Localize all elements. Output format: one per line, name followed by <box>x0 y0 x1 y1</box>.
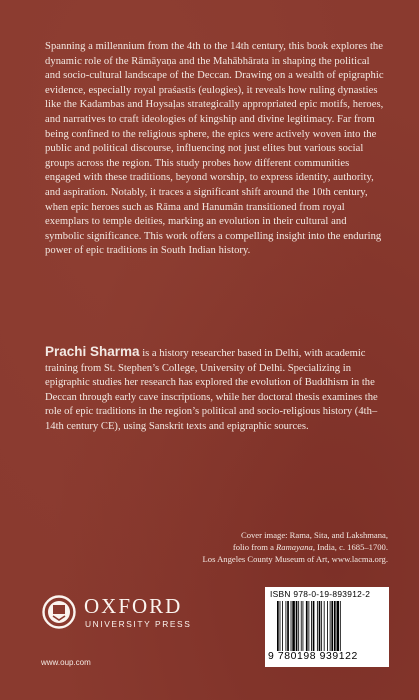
barcode-icon <box>277 601 385 651</box>
credit-line-2-suffix: , India, c. 1685–1700. <box>312 541 388 552</box>
credit-line-2-title: Ramayana <box>276 541 313 552</box>
author-bio-text: is a history researcher based in Delhi, with academic training from St. Stephen’s College, University of Delhi. Specializing in epigraphic studies her research has explored the evolution of Buddhism in the Deccan through early cave inscriptions, while her doctoral thesis examines the role of epic traditions in the region’s political and socio-religious history (4th–14th century CE), using Sanskrit texts and epigraphic sources. <box>45 348 378 432</box>
back-cover-blurb: Spanning a millennium from the 4th to the 14th century, this book explores the dynamic role of the Rāmāyaṇa and the Mahābhārata in shaping the political and socio-cultural landscape of the Deccan. Drawing on a wealth of epigraphic evidence, especially royal praśastis (eulogies), it reveals how ruling dynasties like the Kadambas and Hoysaḷas strategically appropriated epic motifs, heroes, and narratives to craft ideologies of kingship and divine legitimacy. Far from being confined to the religious sphere, the epics were actively woven into the public and political discourse, influencing not just elites but various social groups across the region. This study probes how different communities engaged with these traditions, beyond worship, to express identity, authority, and aspiration. Notably, it traces a significant shift around the 10th century, when epic heroes such as Rāma and Hanumān transitioned from royal exemplars to temple deities, marking an evolution in their cultural and symbolic significance. This work offers a compelling insight into the enduring power of epic traditions in South Indian history. <box>45 41 384 257</box>
isbn-digits: 9 780198 939122 <box>268 651 358 662</box>
credit-line-2 <box>88 542 388 554</box>
credit-line-2-prefix: folio from a <box>232 541 277 552</box>
author-name: Prachi Sharma <box>45 344 140 359</box>
cover-image-credit <box>88 530 388 565</box>
isbn-barcode <box>265 587 389 667</box>
isbn-label: ISBN 978-0-19-893912-2 <box>270 589 371 599</box>
credit-line-1: Cover image: Rama, Sita, and Lakshmana, <box>240 530 388 540</box>
author-bio <box>45 345 385 435</box>
publisher-name: OXFORD <box>84 594 183 618</box>
credit-line-3: Los Angeles County Museum of Art, www.lacma.org. <box>202 553 388 564</box>
publisher-logo <box>41 594 211 634</box>
publisher-url: www.oup.com <box>41 658 91 667</box>
publisher-press: UNIVERSITY PRESS <box>85 619 192 629</box>
oxford-seal-icon <box>41 594 77 630</box>
